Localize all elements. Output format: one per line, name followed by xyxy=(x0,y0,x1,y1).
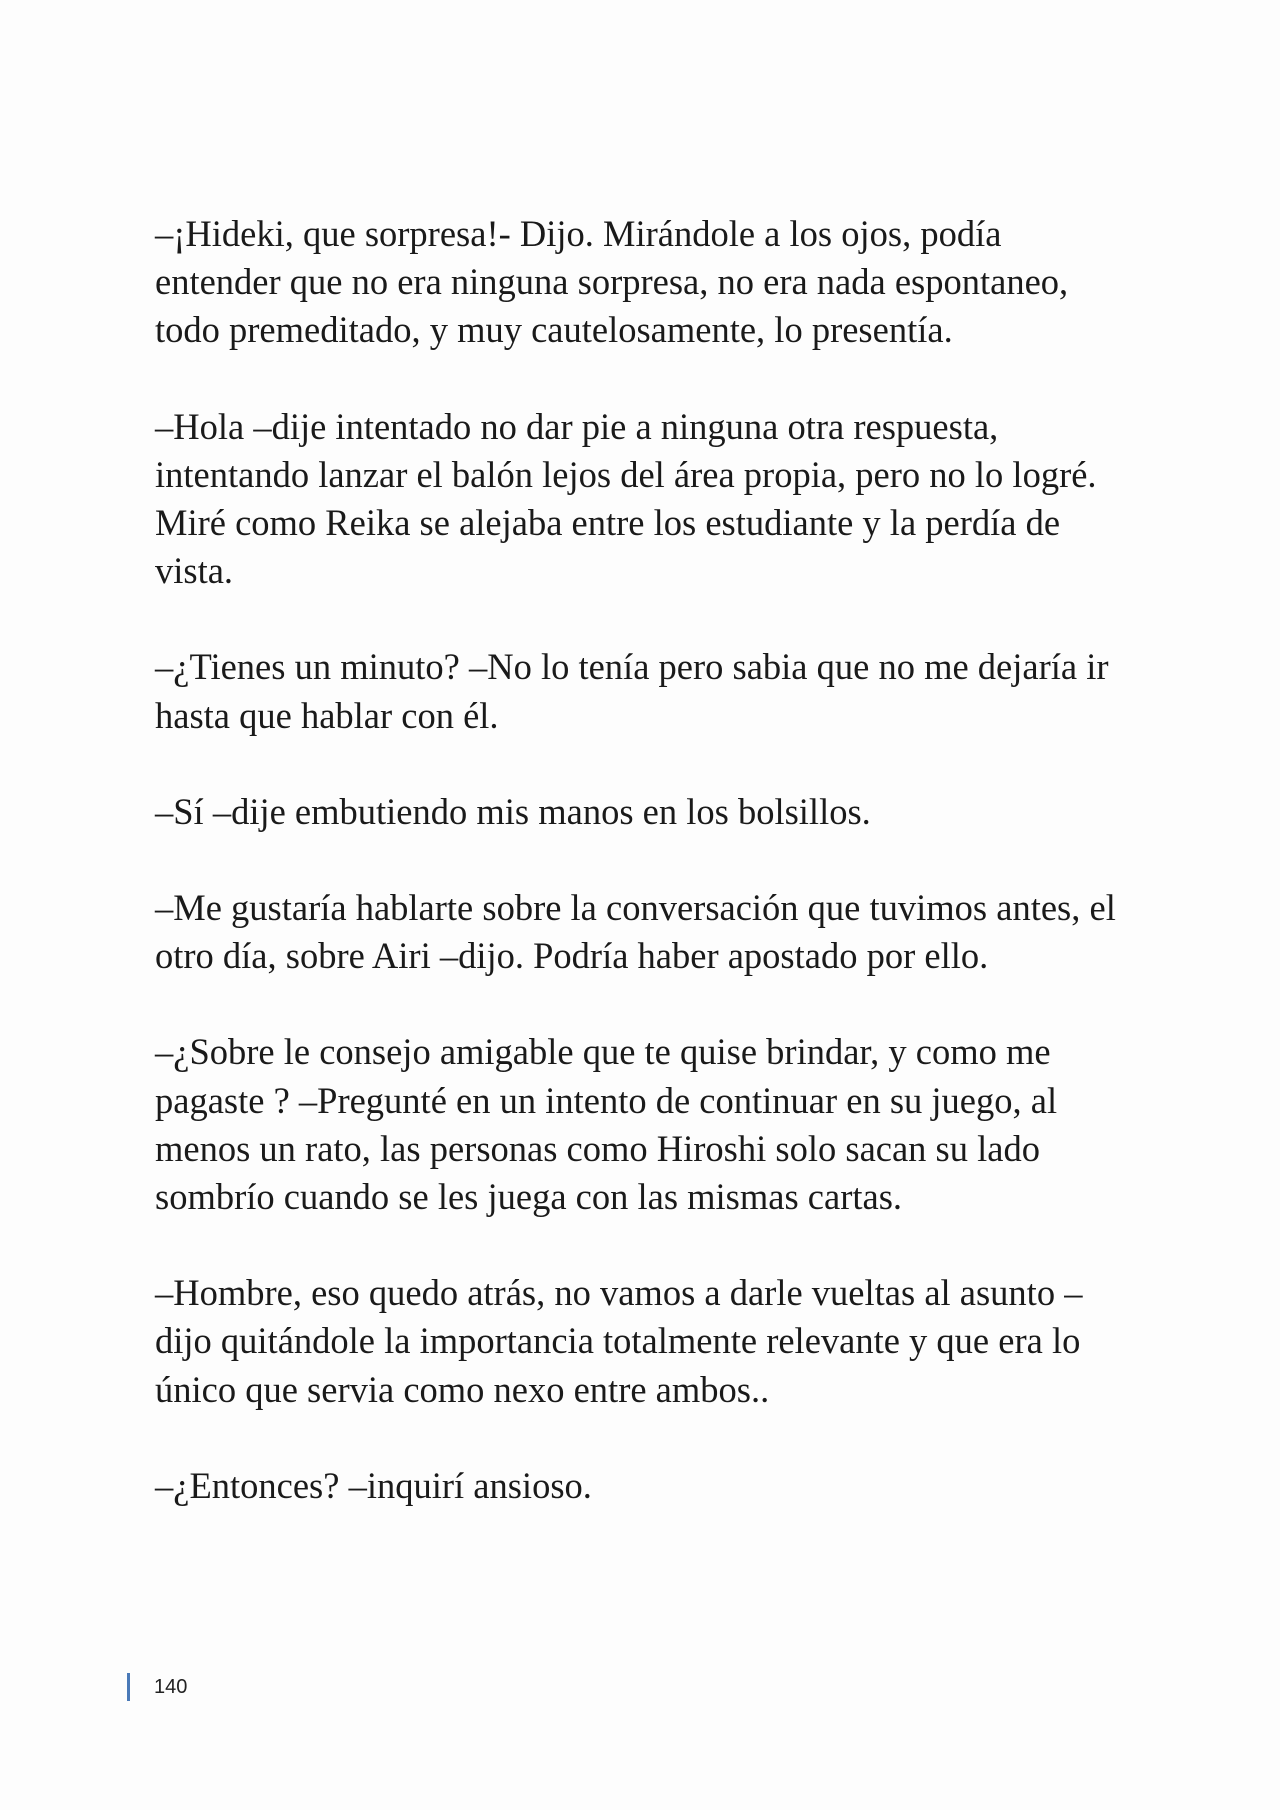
paragraph: –¡Hideki, que sorpresa!- Dijo. Mirándole a los ojos, podía entender que no era ninguna sorpresa, no era nada espontaneo, todo premeditado, y muy cautelosamente, lo presentía. xyxy=(155,213,1069,351)
paragraph: –Sí –dije embutiendo mis manos en los bolsillos. xyxy=(155,790,871,832)
footer-accent-bar xyxy=(127,1673,130,1701)
paragraph: –Hola –dije intentado no dar pie a ninguna otra respuesta, intentando lanzar el balón lejos del área propia, pero no lo logré. Miré como Reika se alejaba entre los estudiante y la perdía de vista. xyxy=(155,405,1097,592)
paragraph: –Me gustaría hablarte sobre la conversación que tuvimos antes, el otro día, sobre Airi –dijo. Podría haber apostado por ello. xyxy=(155,887,1116,977)
paragraph: –¿Sobre le consejo amigable que te quise brindar, y como me pagaste ? –Pregunté en un intento de continuar en su juego, al menos un rato, las personas como Hiroshi solo sacan su lado sombrío cuando se les juega con las mismas cartas. xyxy=(155,1031,1058,1218)
paragraph: –Hombre, eso quedo atrás, no vamos a darle vueltas al asunto –dijo quitándole la importancia totalmente relevante y que era lo único que servia como nexo entre ambos.. xyxy=(155,1272,1083,1410)
page-number: 140 xyxy=(154,1675,188,1698)
page-footer xyxy=(127,1672,187,1702)
body-text xyxy=(155,210,1135,1558)
paragraph: –¿Tienes un minuto? –No lo tenía pero sabia que no me dejaría ir hasta que hablar con él. xyxy=(155,646,1109,736)
paragraph: –¿Entonces? –inquirí ansioso. xyxy=(155,1464,592,1506)
